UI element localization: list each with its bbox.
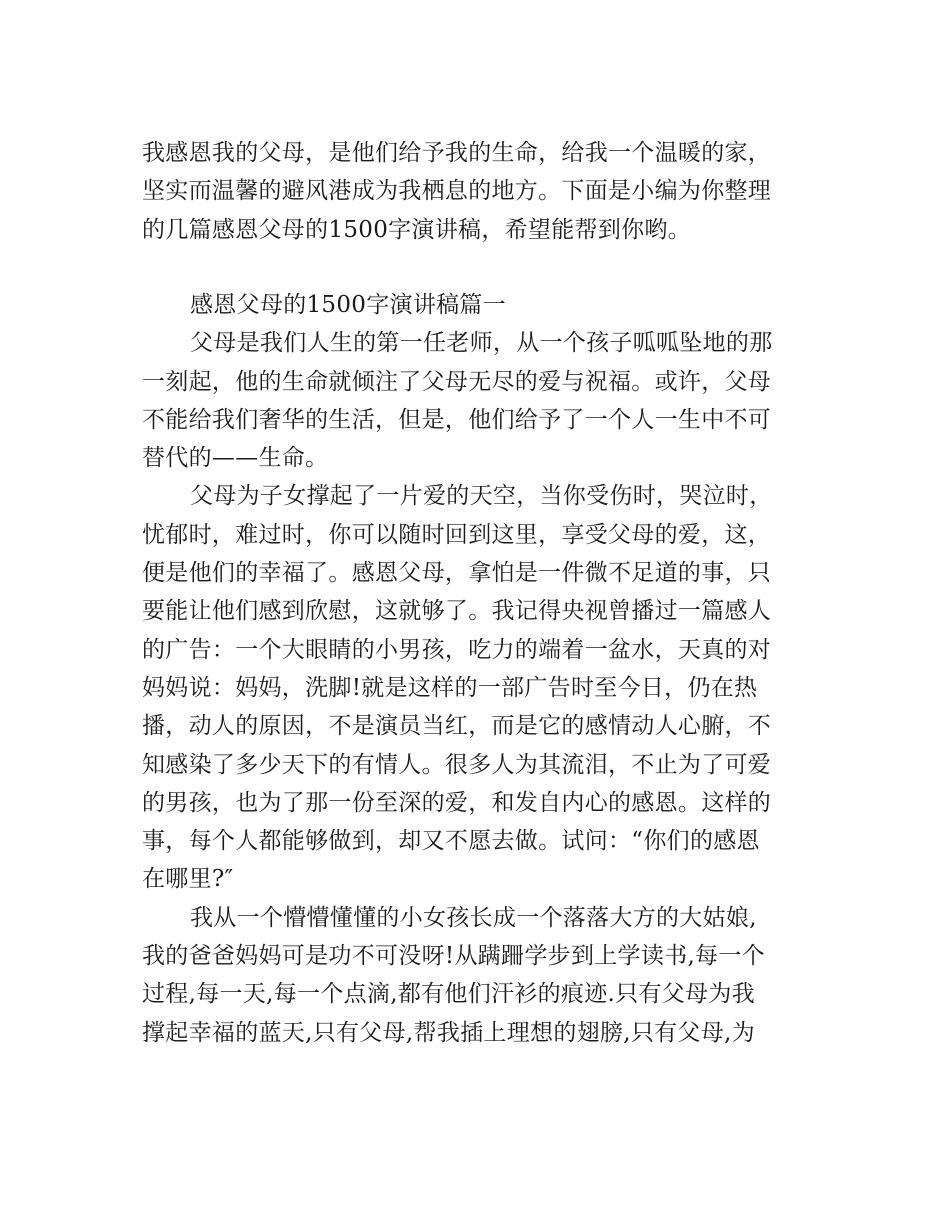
text-line: 我的爸爸妈妈可是功不可没呀!从蹒跚学步到上学读书,每一个	[142, 943, 765, 970]
text-line: 在哪里?″	[142, 866, 234, 893]
text-line: 知感染了多少天下的有情人。很多人为其流泪，不止为了可爱	[142, 751, 772, 778]
text-line: 的男孩，也为了那一份至深的爱，和发自内心的感恩。这样的	[142, 789, 772, 816]
text-line: 父母为子女撑起了一片爱的天空，当你受伤时，哭泣时，	[190, 483, 773, 510]
text-line: 替代的——生命。	[142, 445, 329, 472]
text-line: 播，动人的原因，不是演员当红，而是它的感情动人心腑，不	[142, 713, 772, 740]
text-line: 我感恩我的父母，是他们给予我的生命，给我一个温暖的家，	[142, 140, 772, 166]
text-line: 妈妈说：妈妈，洗脚!就是这样的一部广告时至今日，仍在热	[142, 674, 758, 701]
text-line: 撑起幸福的蓝天,只有父母,帮我插上理想的翅膀,只有父母,为	[142, 1019, 755, 1046]
text-line: 事，每个人都能够做到，却又不愿去做。试问：“你们的感恩	[142, 828, 760, 855]
text-line: 不能给我们奢华的生活，但是，他们给予了一个人一生中不可	[142, 406, 772, 433]
paragraph-2	[142, 477, 814, 898]
speech-section	[142, 286, 814, 1052]
paragraph-1	[142, 324, 814, 477]
intro-paragraph	[142, 134, 814, 249]
text-line: 忧郁时，难过时，你可以随时回到这里，享受父母的爱，这，	[142, 521, 772, 548]
text-line: 要能让他们感到欣慰，这就够了。我记得央视曾播过一篇感人	[142, 598, 772, 625]
text-line: 坚实而温馨的避风港成为我栖息的地方。下面是小编为你整理	[142, 178, 772, 205]
text-line: 过程,每一天,每一个点滴,都有他们汗衫的痕迹.只有父母为我	[142, 981, 755, 1008]
section-heading: 感恩父母的1500字演讲稿篇一	[190, 292, 507, 318]
text-line: 我从一个懵懵懂懂的小女孩长成一个落落大方的大姑娘,	[190, 904, 757, 931]
text-line: 便是他们的幸福了。感恩父母，拿怕是一件微不足道的事，只	[142, 560, 772, 587]
text-line: 的几篇感恩父母的1500字演讲稿，希望能帮到你哟。	[142, 216, 692, 243]
text-line: 的广告：一个大眼睛的小男孩，吃力的端着一盆水，天真的对	[142, 636, 772, 663]
text-line: 一刻起，他的生命就倾注了父母无尽的爱与祝福。或许，父母	[142, 368, 772, 395]
text-line: 父母是我们人生的第一任老师，从一个孩子呱呱坠地的那	[190, 330, 773, 357]
paragraph-3	[142, 899, 814, 1052]
